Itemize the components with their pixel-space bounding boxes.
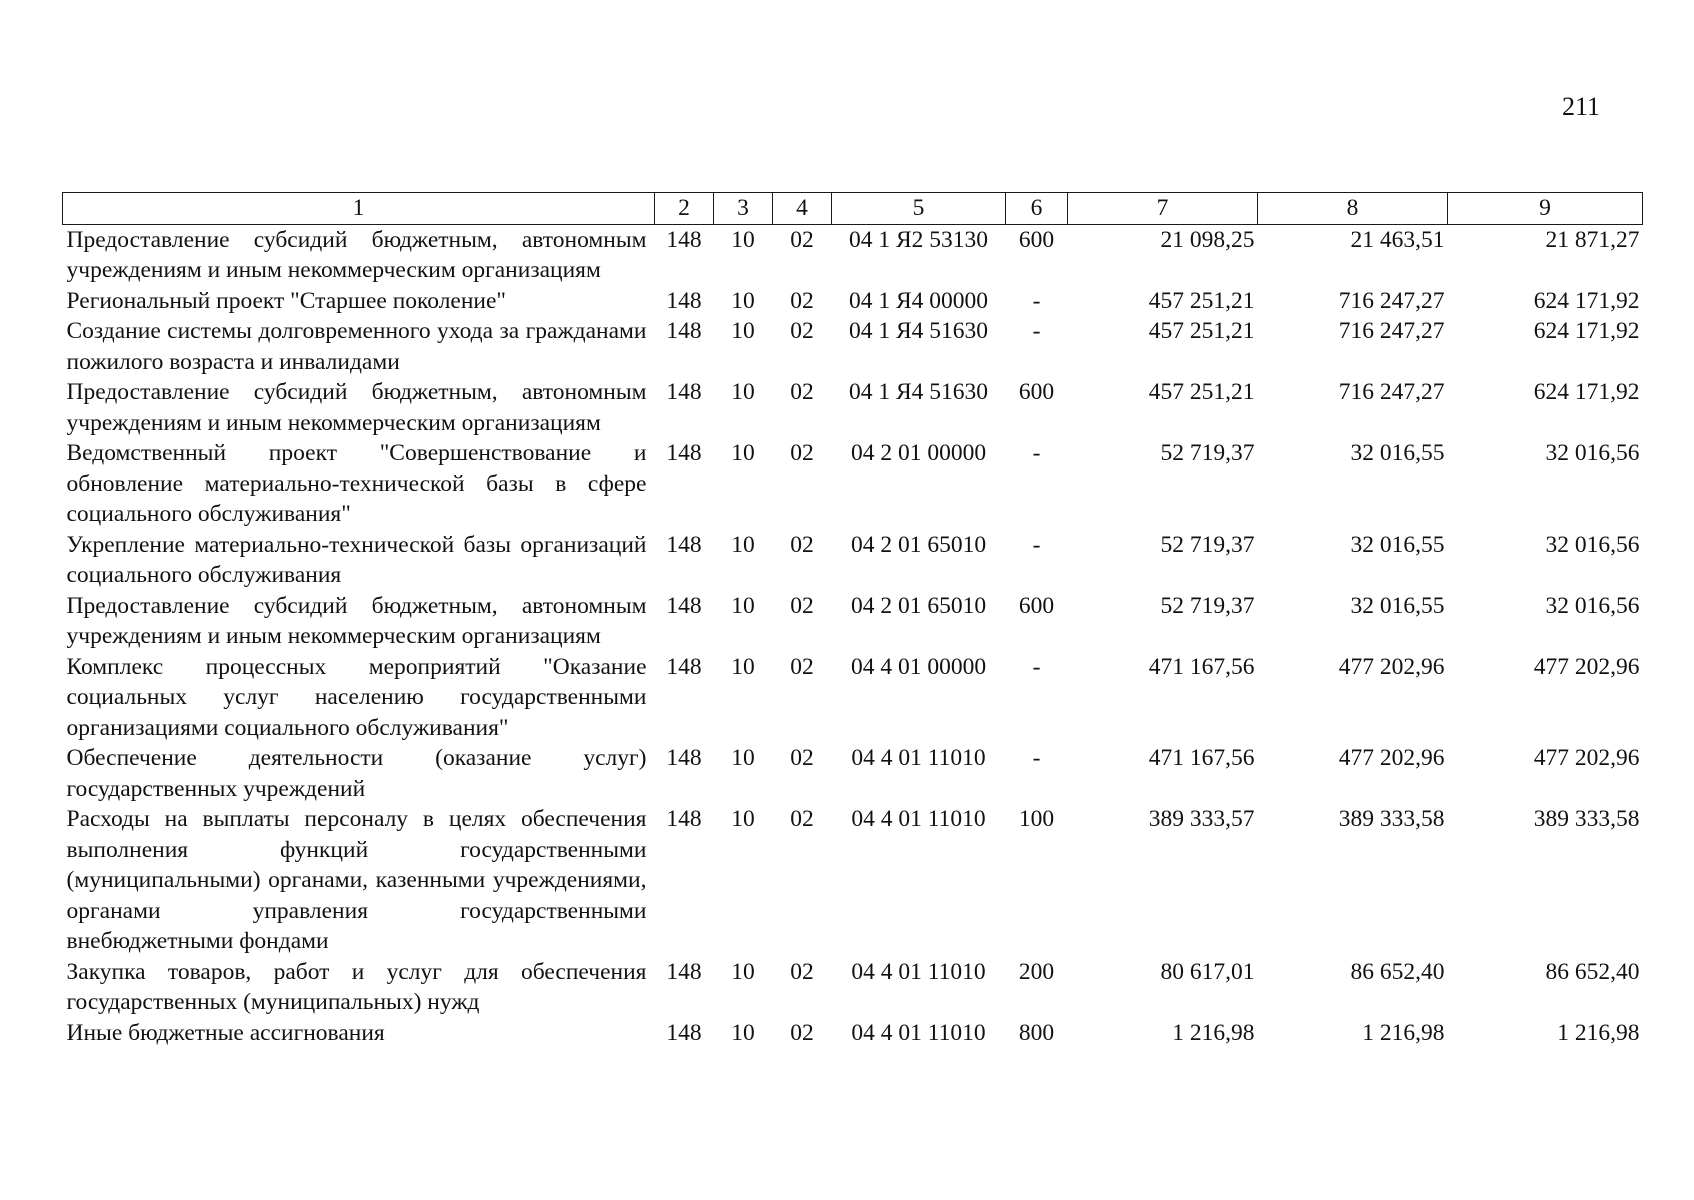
row-subsection-code: 02 [790, 318, 814, 344]
row-expense-type-code: 800 [1018, 1019, 1055, 1046]
row-subsection-code: 02 [790, 531, 814, 558]
row-section-code: 10 [731, 745, 755, 771]
column-number-row [63, 193, 1643, 225]
row-expense-type-code: 600 [1018, 592, 1055, 619]
row-amount-year-3: 32 016,56 [1545, 531, 1640, 558]
row-target-article-code: 04 4 01 11010 [851, 745, 986, 771]
column-header-7: 7 [1068, 193, 1258, 225]
row-section-code: 10 [731, 440, 755, 466]
table-row [63, 804, 1643, 957]
row-amount-year-3: 389 333,58 [1533, 806, 1640, 832]
row-target-article-code: 04 4 01 11010 [851, 958, 986, 985]
row-section-code: 10 [731, 318, 755, 344]
row-section-code: 10 [731, 958, 755, 985]
row-expense-type-code: - [1032, 440, 1041, 466]
row-name: Расходы на выплаты персоналу в целях обеспечения выполнения функций государственными (муниципальными) органами, казенными учреждениями, органами управления государственными внебюджетными фондами [66, 806, 647, 954]
table-row [63, 438, 1643, 530]
row-amount-year-2: 716 247,27 [1338, 379, 1445, 405]
row-section-code: 10 [731, 592, 755, 619]
row-subsection-code: 02 [790, 653, 814, 680]
table-row [63, 377, 1643, 438]
column-header-9: 9 [1448, 193, 1643, 225]
table-row [63, 286, 1643, 317]
row-grbs-code: 148 [666, 745, 702, 771]
row-amount-year-2: 477 202,96 [1338, 653, 1445, 680]
row-name: Региональный проект "Старшее поколение" [66, 287, 507, 314]
row-amount-year-1: 457 251,21 [1148, 287, 1255, 314]
row-expense-type-code: - [1032, 531, 1041, 558]
row-amount-year-3: 32 016,56 [1545, 440, 1640, 466]
row-amount-year-1: 457 251,21 [1148, 379, 1255, 405]
row-amount-year-3: 477 202,96 [1533, 653, 1640, 680]
row-section-code: 10 [731, 379, 755, 405]
row-section-code: 10 [731, 1019, 755, 1046]
row-amount-year-3: 1 216,98 [1557, 1019, 1640, 1046]
table-row [63, 224, 1643, 286]
row-expense-type-code: - [1032, 745, 1041, 771]
row-grbs-code: 148 [666, 226, 702, 253]
row-expense-type-code: 200 [1018, 958, 1055, 985]
row-amount-year-3: 21 871,27 [1545, 226, 1640, 253]
column-header-8: 8 [1258, 193, 1448, 225]
row-grbs-code: 148 [666, 958, 702, 985]
column-header-6: 6 [1006, 193, 1068, 225]
row-expense-type-code: - [1032, 287, 1041, 314]
column-header-5: 5 [832, 193, 1006, 225]
row-amount-year-2: 32 016,55 [1350, 440, 1445, 466]
row-subsection-code: 02 [790, 287, 814, 314]
row-amount-year-1: 471 167,56 [1148, 653, 1255, 680]
row-amount-year-2: 477 202,96 [1338, 745, 1445, 771]
row-grbs-code: 148 [666, 318, 702, 344]
table-header [63, 193, 1643, 225]
row-target-article-code: 04 4 01 00000 [850, 653, 987, 680]
row-amount-year-1: 80 617,01 [1160, 958, 1255, 985]
row-target-article-code: 04 1 Я4 00000 [848, 287, 989, 314]
row-expense-type-code: 600 [1018, 379, 1055, 405]
row-expense-type-code: 100 [1018, 806, 1055, 832]
row-section-code: 10 [731, 531, 755, 558]
row-amount-year-3: 86 652,40 [1545, 958, 1640, 985]
row-section-code: 10 [731, 287, 755, 314]
row-name: Предоставление субсидий бюджетным, автономным учреждениям и иным некоммерческим организациям [66, 592, 647, 649]
row-amount-year-3: 32 016,56 [1545, 592, 1640, 619]
row-section-code: 10 [731, 653, 755, 680]
table-row [63, 1018, 1643, 1049]
row-amount-year-2: 21 463,51 [1350, 226, 1445, 253]
row-amount-year-1: 52 719,37 [1160, 440, 1255, 466]
row-target-article-code: 04 4 01 11010 [851, 1019, 986, 1046]
row-amount-year-2: 86 652,40 [1350, 958, 1445, 985]
row-amount-year-1: 21 098,25 [1160, 226, 1255, 253]
row-expense-type-code: - [1032, 653, 1041, 680]
row-target-article-code: 04 2 01 00000 [850, 440, 987, 466]
row-target-article-code: 04 1 Я4 51630 [848, 379, 989, 405]
row-expense-type-code: - [1032, 318, 1041, 344]
row-amount-year-1: 471 167,56 [1148, 745, 1255, 771]
row-subsection-code: 02 [790, 226, 814, 253]
row-amount-year-1: 457 251,21 [1148, 318, 1255, 344]
row-target-article-code: 04 1 Я4 51630 [848, 318, 989, 344]
row-amount-year-3: 624 171,92 [1533, 318, 1640, 344]
row-target-article-code: 04 1 Я2 53130 [848, 226, 989, 253]
table-row [63, 530, 1643, 591]
row-grbs-code: 148 [666, 806, 702, 832]
table-row [63, 652, 1643, 744]
column-header-4: 4 [773, 193, 832, 225]
column-header-2: 2 [655, 193, 714, 225]
row-amount-year-1: 52 719,37 [1160, 592, 1255, 619]
row-amount-year-1: 52 719,37 [1160, 531, 1255, 558]
row-grbs-code: 148 [666, 653, 702, 680]
row-amount-year-2: 716 247,27 [1338, 318, 1445, 344]
row-amount-year-3: 624 171,92 [1533, 379, 1640, 405]
table-row [63, 591, 1643, 652]
row-amount-year-2: 32 016,55 [1350, 531, 1445, 558]
row-grbs-code: 148 [666, 1019, 702, 1046]
row-name: Предоставление субсидий бюджетным, автономным учреждениям и иным некоммерческим организациям [66, 226, 647, 283]
row-name: Иные бюджетные ассигнования [66, 1019, 385, 1046]
table-body [63, 224, 1643, 1048]
row-amount-year-3: 624 171,92 [1533, 287, 1640, 314]
row-subsection-code: 02 [790, 1019, 814, 1046]
row-subsection-code: 02 [790, 379, 814, 405]
row-expense-type-code: 600 [1018, 226, 1055, 253]
column-header-1: 1 [63, 193, 655, 225]
row-section-code: 10 [731, 226, 755, 253]
column-header-3: 3 [714, 193, 773, 225]
row-name: Обеспечение деятельности (оказание услуг) государственных учреждений [66, 745, 647, 802]
row-amount-year-1: 1 216,98 [1172, 1019, 1255, 1046]
row-amount-year-3: 477 202,96 [1533, 745, 1640, 771]
row-grbs-code: 148 [666, 287, 702, 314]
table-row [63, 957, 1643, 1018]
row-name: Комплекс процессных мероприятий "Оказание социальных услуг населению государственными организациями социального обслуживания" [66, 653, 647, 741]
row-amount-year-2: 32 016,55 [1350, 592, 1445, 619]
row-target-article-code: 04 2 01 65010 [850, 592, 987, 619]
row-target-article-code: 04 2 01 65010 [850, 531, 987, 558]
row-subsection-code: 02 [790, 745, 814, 771]
row-grbs-code: 148 [666, 440, 702, 466]
table-row [63, 316, 1643, 377]
row-grbs-code: 148 [666, 531, 702, 558]
row-amount-year-2: 716 247,27 [1338, 287, 1445, 314]
row-name: Создание системы долговременного ухода за гражданами пожилого возраста и инвалидами [66, 318, 647, 375]
row-name: Укрепление материально-технической базы организаций социального обслуживания [66, 531, 647, 588]
row-section-code: 10 [731, 806, 755, 832]
row-subsection-code: 02 [790, 592, 814, 619]
row-amount-year-2: 389 333,58 [1338, 806, 1445, 832]
budget-table [62, 192, 1643, 1048]
page-number: 211 [1561, 92, 1600, 121]
row-target-article-code: 04 4 01 11010 [851, 806, 986, 832]
row-amount-year-1: 389 333,57 [1148, 806, 1255, 832]
row-name: Ведомственный проект "Совершенствование и обновление материально-технической базы в сфере социального обслуживания" [66, 440, 647, 527]
table-row [63, 743, 1643, 804]
row-subsection-code: 02 [790, 958, 814, 985]
row-subsection-code: 02 [790, 440, 814, 466]
row-amount-year-2: 1 216,98 [1362, 1019, 1445, 1046]
row-subsection-code: 02 [790, 806, 814, 832]
row-grbs-code: 148 [666, 379, 702, 405]
row-name: Предоставление субсидий бюджетным, автономным учреждениям и иным некоммерческим организациям [66, 379, 647, 436]
row-name: Закупка товаров, работ и услуг для обеспечения государственных (муниципальных) нужд [66, 958, 647, 1015]
row-grbs-code: 148 [666, 592, 702, 619]
